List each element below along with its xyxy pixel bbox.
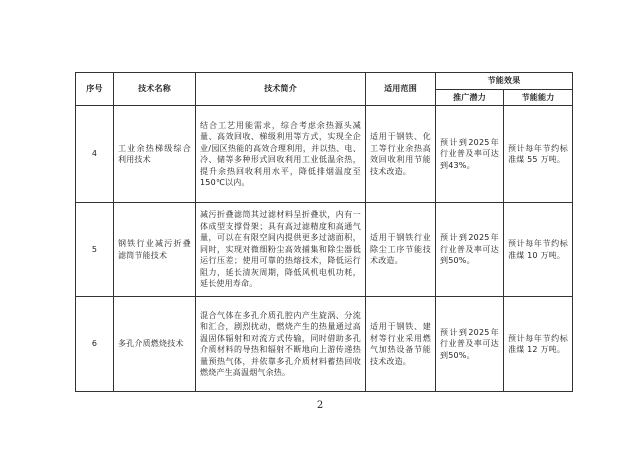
row-scope: 适用于钢铁、化工等行业余热高效回收利用节能技术改造。 xyxy=(366,106,436,203)
row-capacity: 预计每年节约标准煤 10 万吨。 xyxy=(504,203,573,297)
row-desc: 结合工艺用能需求，综合考虑余热源头减量、高效回收、梯级利用等方式，实现全企业/园区热能的高效合理利用，并以热、电、冷、储等多种形式回收利用工业低温余热，提升余热回收利用水平，降低排烟温度至150℃以内。 xyxy=(196,106,366,203)
header-scope: 适用范围 xyxy=(366,73,436,106)
page-number: 2 xyxy=(316,400,324,411)
row-capacity: 预计每年节约标准煤 55 万吨。 xyxy=(504,106,573,203)
technology-table xyxy=(75,72,573,392)
table-row xyxy=(76,106,573,203)
row-name: 钢铁行业减污折叠滤筒节能技术 xyxy=(114,203,196,297)
header-desc: 技术简介 xyxy=(196,73,366,106)
row-capacity: 预计每年节约标准煤 12 万吨。 xyxy=(504,297,573,392)
header-name: 技术名称 xyxy=(114,73,196,106)
header-capacity: 节能能力 xyxy=(504,89,573,106)
table-row xyxy=(76,203,573,297)
table-row xyxy=(76,297,573,392)
row-potential: 预计到2025年行业普及率可达到50%。 xyxy=(436,203,504,297)
row-desc: 混合气体在多孔介质孔腔内产生旋涡、分流和汇合，剧烈扰动，燃烧产生的热量通过高温固体辐射和对流方式传输，同时借助多孔介质材料的导热和辐射不断地向上游传递热量预热气体，并依靠多孔介质材料蓄热回收燃烧产生高温烟气余热。 xyxy=(196,297,366,392)
row-scope: 适用于钢铁、建材等行业采用燃气加热设备节能技术改造。 xyxy=(366,297,436,392)
row-name: 工业余热梯级综合利用技术 xyxy=(114,106,196,203)
row-potential: 预计到2025年行业普及率可达到50%。 xyxy=(436,297,504,392)
row-index: 4 xyxy=(76,106,114,203)
row-index: 6 xyxy=(76,297,114,392)
header-index: 序号 xyxy=(76,73,114,106)
row-scope: 适用于钢铁行业除尘工序节能技术改造。 xyxy=(366,203,436,297)
row-desc: 减污折叠滤筒其过滤材料呈折叠状，内有一体成型支撑骨架；具有高过滤精度和高通气量，可以在有限空间内提供更多过滤面积，同时，实现对微细粉尘高效捕集和除尘器低运行压差；使用可靠的热熔技术，降低运行阻力，延长清灰周期，降低风机电机功耗，延长使用寿命。 xyxy=(196,203,366,297)
row-potential: 预计到2025年行业普及率可达到43%。 xyxy=(436,106,504,203)
row-index: 5 xyxy=(76,203,114,297)
header-potential: 推广潜力 xyxy=(436,89,504,106)
header-effect: 节能效果 xyxy=(436,73,573,90)
row-name: 多孔介质燃烧技术 xyxy=(114,297,196,392)
